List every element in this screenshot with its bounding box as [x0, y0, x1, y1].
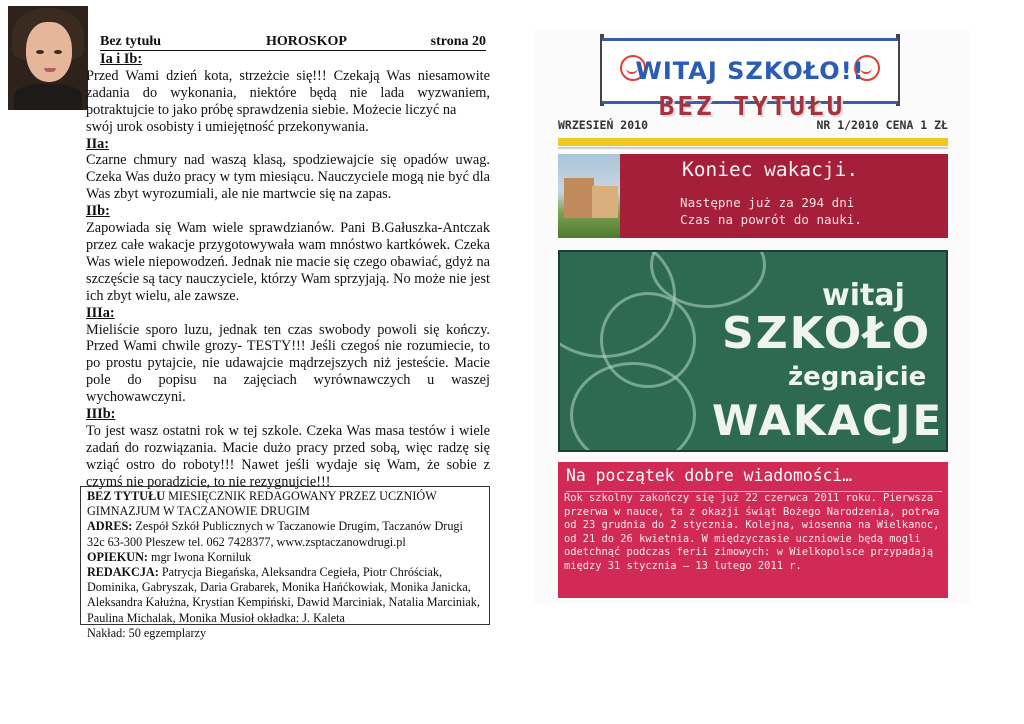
section-heading: IIIa: [86, 304, 115, 321]
section-heading: IIa: [86, 135, 110, 152]
page-header [100, 34, 486, 51]
header-title: Bez tytułu [100, 34, 162, 49]
issue-date: WRZESIEŃ 2010 [558, 118, 649, 132]
section-text: To jest wasz ostatni rok w tej szkole. Czeka Was masa testów i wiele zadań do rozwiązania. Macie dużo pracy przed sobą, więc radzę się wziąć ostro do roboty!!! Nawet jeśli wydaje się Wam, że sobie z czymś nie poradzicie, to nie rezygnujcie!!! [86, 422, 490, 490]
section-text: Czarne chmury nad waszą klasą, spodziewajcie się opadów uwag. Czeka Was dużo pracy w tym miesiącu. Nauczyciele mogą nie być dla Was zbyt wyrozumiali, ale nie martwcie się na zapas. [86, 152, 490, 203]
horoscope-column [86, 34, 490, 491]
section-heading: Ia i Ib: [100, 51, 143, 67]
board-word-2: SZKOŁO [722, 308, 932, 359]
divider-line [558, 147, 948, 149]
board-word-3: żegnajcie [788, 362, 927, 392]
countdown-line-2: Czas na powrót do nauki. [680, 212, 862, 227]
issue-info [558, 118, 948, 134]
section-text: swój urok osobisty i umiejętność przekonywania. [86, 118, 369, 135]
news-title: Na początek dobre wiadomości… [566, 466, 853, 485]
school-building-image [558, 154, 620, 238]
news-body: Rok szkolny zakończy się już 22 czerwca 2011 roku. Pierwsza przerwa w nauce, ta z okazji świąt Bożego Narodzenia, potrwa od 23 grudnia do 2 stycznia. Kolejna, wiosenna na Wielkanoc, od 21 do 26 kwietnia. W międzyczasie uczniowie będą mogli odetchnąć podczas ferii zimowych: w Wielkopolsce przypadają między 31 stycznia – 13 lutego 2011 r. [564, 492, 940, 572]
masthead-name-label: BEZ TYTUŁU [87, 489, 166, 503]
holiday-countdown-box [558, 154, 948, 238]
countdown-line-1: Następne już za 294 dni [680, 195, 855, 210]
banner-text: WITAJ SZKOŁO!! [635, 57, 865, 85]
countdown-title: Koniec wakacji. [682, 158, 859, 181]
magazine-title: BEZ TYTUŁU [658, 92, 846, 122]
masthead-address-label: ADRES: [87, 519, 133, 534]
divider-bar [558, 138, 948, 146]
section-text: Zapowiada się Wam wiele sprawdzianów. Pani B.Gałuszka-Antczak przez całe wakacje przygotowywała wam mnóstwo kartkówek. Czeka Was wiele niepowodzeń. Jednak nie macie się czego obawiać, gdyż na szczęście są tacy nauczyciele, którzy Wam sprzyjają. No może nie jest ich zbyt wielu, ale zawsze. [86, 220, 490, 304]
header-section: HOROSKOP [266, 34, 347, 49]
news-box [558, 462, 948, 598]
section-heading: IIb: [86, 203, 110, 220]
masthead-advisor-text: mgr Iwona Korniluk [147, 549, 252, 564]
countdown-text [680, 194, 862, 228]
section-heading: IIIb: [86, 406, 116, 423]
chalkboard-image [558, 250, 948, 452]
issue-number: NR 1/2010 CENA 1 ZŁ [816, 118, 948, 132]
section-text: Mieliście sporo luzu, jednak ten czas swobody powoli się kończy. Przed Wami chwile grozy- TESTY!!! Jeśli czegoś nie rozumiecie, to po prostu pytajcie, nie udawajcie mądrzejszych niż jesteście. Macie pole do popisu na zajęciach wyrównawczych u waszej wychowawczyni. [86, 321, 490, 406]
masthead-address-text: Zespół Szkół Publicznych w Taczanowie Drugim, Taczanów Drugi 32c 63-300 Pleszew tel. 062 7428377, www.zsptaczanowdrugi.pl [87, 519, 463, 549]
masthead-editors-label: REDAKCJA: [87, 565, 159, 580]
masthead-box [80, 486, 490, 640]
board-word-4: WAKACJE [712, 396, 944, 445]
masthead-name-text: MIESIĘCZNIK REDAGOWANY PRZEZ UCZNIÓW GIMNAZJUM W TACZANOWIE DRUGIM [87, 489, 437, 519]
masthead-advisor-label: OPIEKUN: [87, 549, 148, 564]
board-word-1: witaj [822, 278, 905, 313]
header-page-number: strona 20 [430, 34, 486, 49]
masthead-print-run: Nakład: 50 egzemplarzy [87, 625, 207, 640]
cover-page [534, 30, 970, 604]
masthead-editors-text: Patrycja Biegańska, Aleksandra Cegieła, Piotr Chróściak, Dominika, Gabryszak, Daria Grabarek, Monika Hańćkowiak, Monika Janicka, Aleksandra Kałużna, Krystian Kempiński, Dawid Marciniak, Natalia Marciniak, Paulina Michalak, Monika Musioł okładka: J. Kaleta [87, 565, 480, 625]
section-text: Przed Wami dzień kota, strzeżcie się!!! Czekają Was niesamowite zadania do wykonania, niektóre będą nie lada wyzwaniem, potraktujcie to jako próbę sprawdzenia siebie. Możecie liczyć na [86, 67, 490, 118]
author-photo [8, 6, 88, 110]
